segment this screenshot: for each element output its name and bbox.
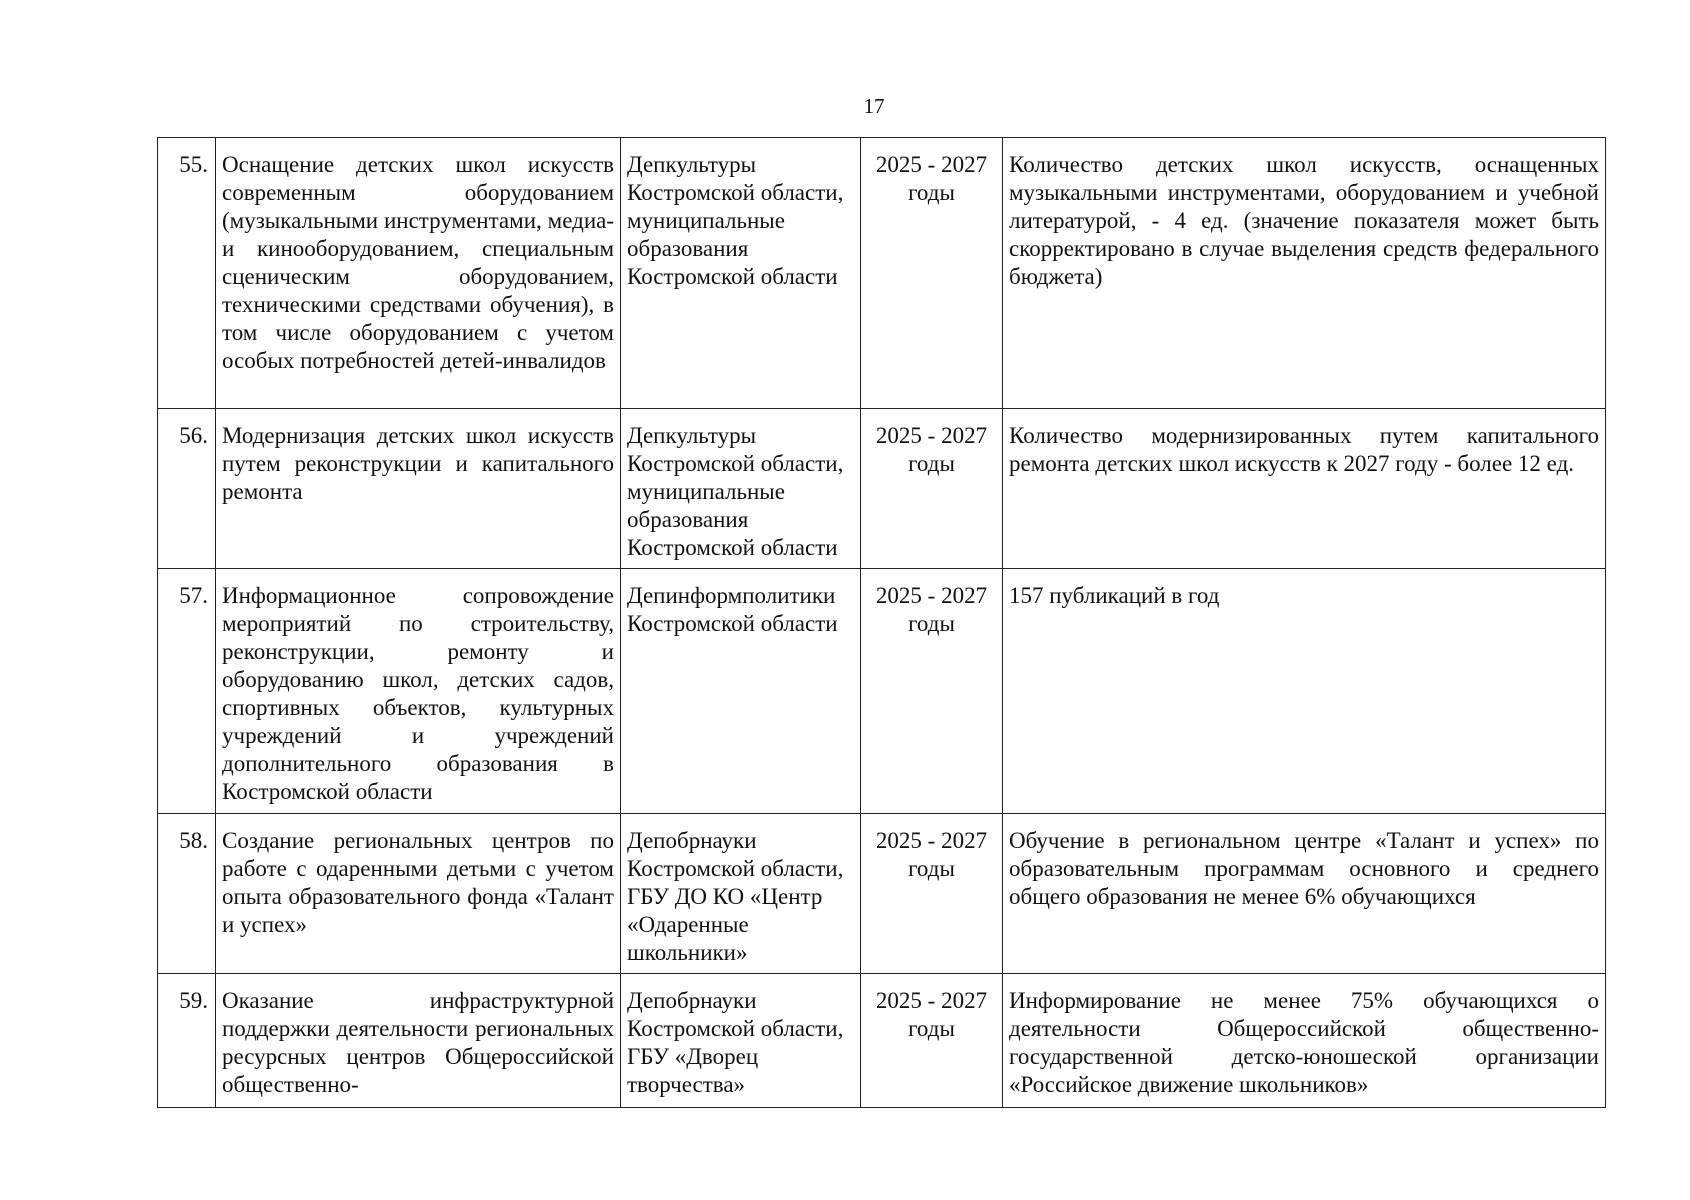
executor-line: ГБУ ДО КО «Центр — [627, 884, 823, 909]
period-unit: годы — [908, 611, 955, 636]
executor-line: «Одаренные — [627, 912, 749, 937]
result-cell: Количество детских школ искусств, оснащенных музыкальными инструментами, оборудованием и учебной литературой, - 4 ед. (значение показателя может быть скорректировано в случае выделения средств федерального бюджета) — [1003, 138, 1606, 409]
period-cell — [861, 409, 1003, 569]
period-years: 2025 - 2027 — [875, 828, 988, 853]
measure-cell: Информационное сопровождение мероприятий по строительству, реконструкции, ремонту и оборудованию школ, детских садов, спортивных объектов, культурных учреждений и учреждений дополнительного образования в Костромской области — [216, 569, 621, 814]
period-unit: годы — [908, 856, 955, 881]
executor-line: Депинформполитики — [627, 583, 836, 608]
executor-line: ГБУ «Дворец — [627, 1044, 759, 1069]
measure-cell: Создание региональных центров по работе с одаренными детьми с учетом опыта образовательного фонда «Талант и успех» — [216, 814, 621, 974]
result-cell: Обучение в региональном центре «Талант и успех» по образовательным программам основного и среднего общего образования не менее 6% обучающихся — [1003, 814, 1606, 974]
executor-line: Депобрнауки — [627, 828, 757, 853]
executor-line: Костромской области, — [627, 451, 844, 476]
table-row — [158, 138, 1606, 409]
period-years: 2025 - 2027 — [875, 423, 988, 448]
period-cell — [861, 974, 1003, 1108]
result-cell: Количество модернизированных путем капитального ремонта детских школ искусств к 2027 году - более 12 ед. — [1003, 409, 1606, 569]
executor-line: Костромской области, — [627, 856, 844, 881]
measures-table — [157, 137, 1606, 1108]
executor-cell — [621, 569, 861, 814]
result-cell: 157 публикаций в год — [1003, 569, 1606, 814]
measure-cell: Модернизация детских школ искусств путем реконструкции и капитального ремонта — [216, 409, 621, 569]
row-number: 56. — [158, 409, 216, 569]
executor-line: школьники» — [627, 940, 748, 965]
period-unit: годы — [908, 1016, 955, 1041]
executor-line: образования — [627, 236, 749, 261]
period-years: 2025 - 2027 — [875, 152, 988, 177]
executor-line: Депкультуры — [627, 152, 757, 177]
executor-line: образования — [627, 507, 749, 532]
row-number: 57. — [158, 569, 216, 814]
executor-line: Депкультуры — [627, 423, 757, 448]
period-years: 2025 - 2027 — [875, 988, 988, 1013]
period-unit: годы — [908, 180, 955, 205]
row-number: 59. — [158, 974, 216, 1108]
executor-line: Костромской области — [627, 611, 838, 636]
executor-line: Костромской области, — [627, 1016, 844, 1041]
table-row — [158, 974, 1606, 1108]
executor-line: Депобрнауки — [627, 988, 757, 1013]
period-cell — [861, 814, 1003, 974]
table-row — [158, 814, 1606, 974]
executor-line: Костромской области — [627, 535, 838, 560]
executor-cell — [621, 974, 861, 1108]
executor-cell — [621, 409, 861, 569]
table-row — [158, 409, 1606, 569]
executor-cell — [621, 814, 861, 974]
table-row — [158, 569, 1606, 814]
row-number: 58. — [158, 814, 216, 974]
measure-cell: Оказание инфраструктурной поддержки деятельности региональных ресурсных центров Общероссийской общественно- — [216, 974, 621, 1108]
executor-line: Костромской области, — [627, 180, 844, 205]
executor-line: Костромской области — [627, 264, 838, 289]
measure-cell: Оснащение детских школ искусств современным оборудованием (музыкальными инструментами, медиа- и кинооборудованием, специальным сценическим оборудованием, техническими средствами обучения), в том числе оборудованием с учетом особых потребностей детей-инвалидов — [216, 138, 621, 409]
result-cell: Информирование не менее 75% обучающихся о деятельности Общероссийской общественно-государственной детско-юношеской организации «Российское движение школьников» — [1003, 974, 1606, 1108]
period-cell — [861, 569, 1003, 814]
executor-line: муниципальные — [627, 208, 785, 233]
executor-cell — [621, 138, 861, 409]
period-unit: годы — [908, 451, 955, 476]
page-number: 17 — [863, 94, 885, 118]
executor-line: творчества» — [627, 1072, 746, 1097]
executor-line: муниципальные — [627, 479, 785, 504]
row-number: 55. — [158, 138, 216, 409]
period-cell — [861, 138, 1003, 409]
period-years: 2025 - 2027 — [875, 583, 988, 608]
